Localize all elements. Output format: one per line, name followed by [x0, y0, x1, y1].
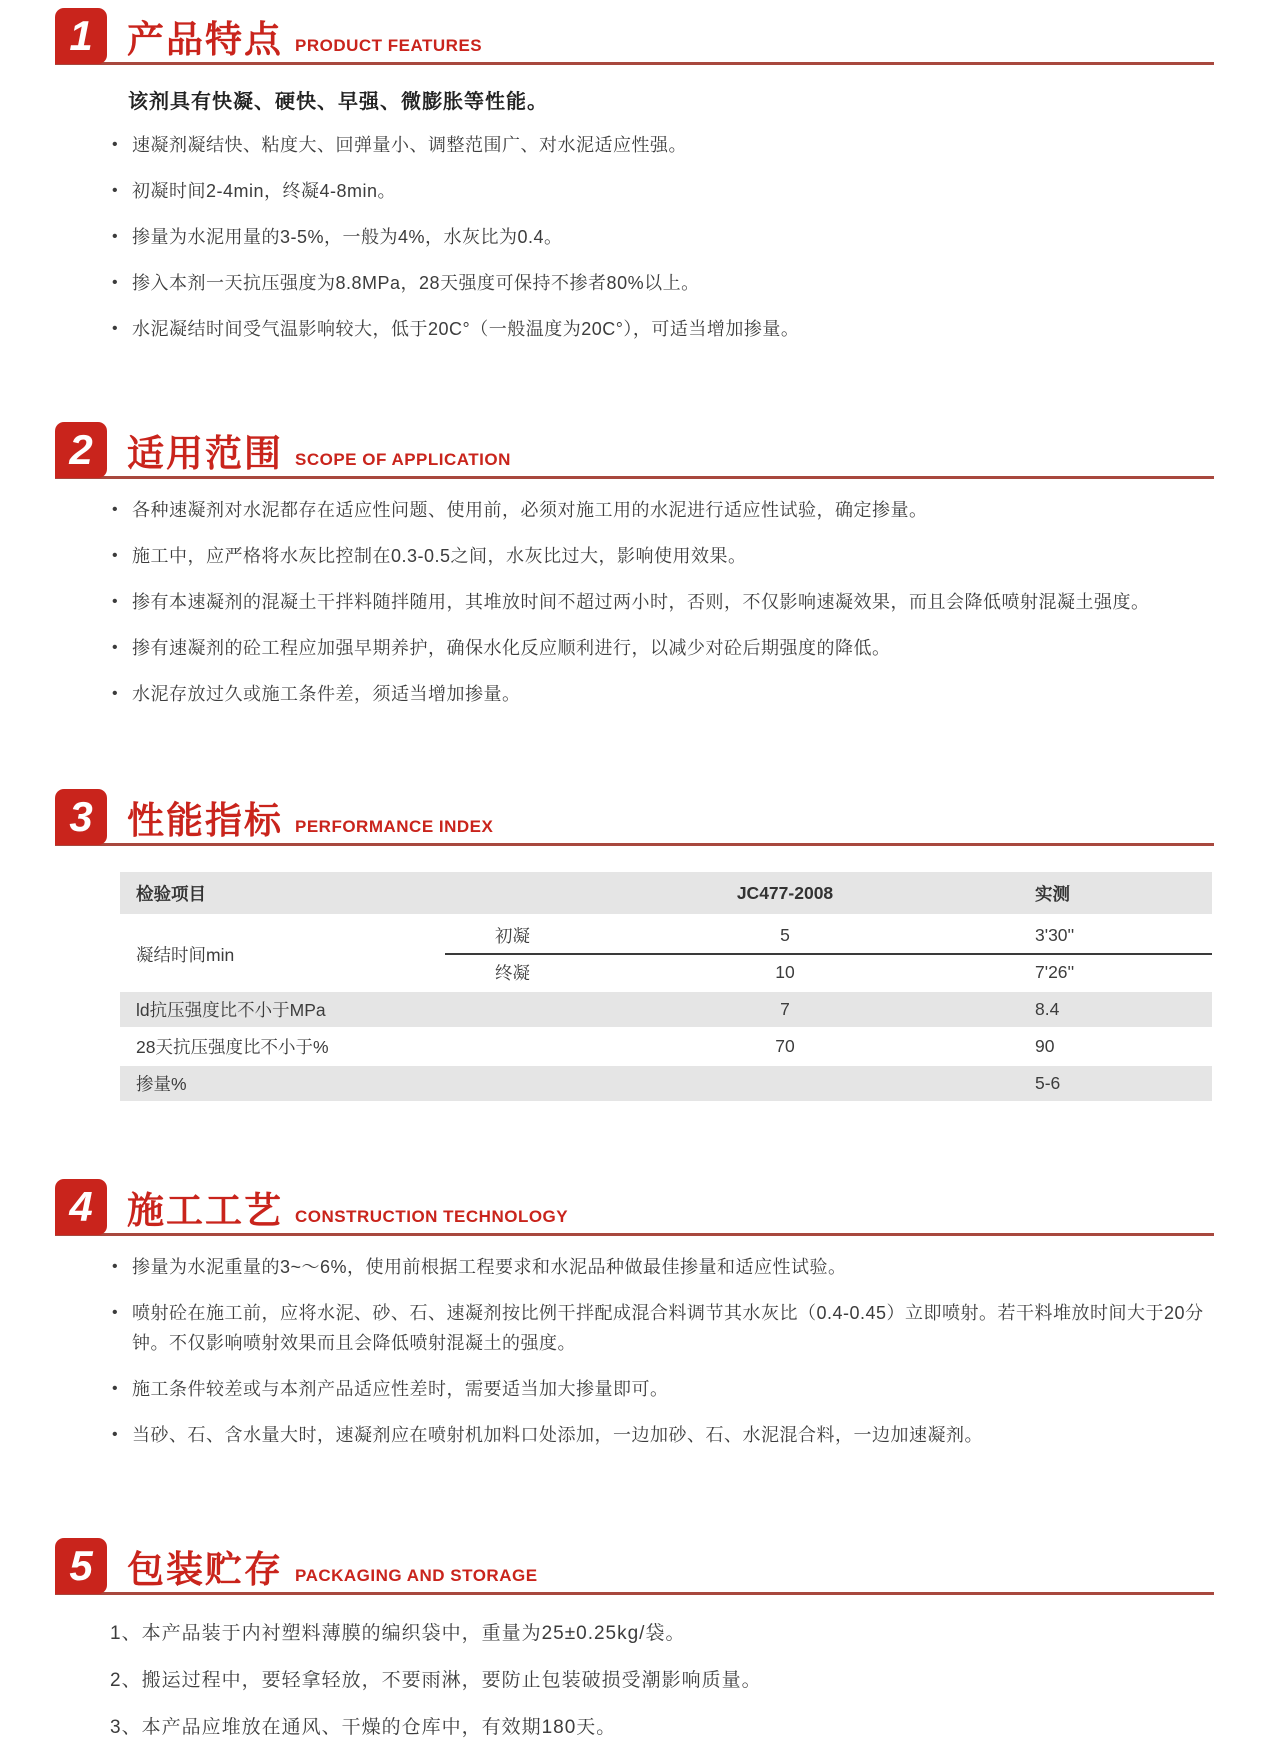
table-cell-standard: 10 — [775, 962, 795, 982]
table-row — [120, 1029, 1212, 1064]
table-header-row — [120, 872, 1212, 914]
table-cell-label: ld抗压强度比不小于MPa — [136, 1000, 326, 1020]
section-5-title-en: PACKAGING AND STORAGE — [295, 1566, 538, 1585]
table-row — [120, 1066, 1212, 1101]
section-4-header — [55, 1179, 1214, 1236]
table-cell-standard: 7 — [780, 999, 790, 1019]
table-row — [120, 992, 1212, 1027]
bullet-item: • 当砂、石、含水量大时，速凝剂应在喷射机加料口处添加，一边加砂、石、水泥混合料，一边加速凝剂。 — [110, 1420, 1210, 1450]
section-3-header — [55, 789, 1214, 846]
bullet-item: • 速凝剂凝结快、粘度大、回弹量小、调整范围广、对水泥适应性强。 — [110, 130, 1210, 160]
table-cell-subname: 终凝 — [495, 963, 530, 983]
section-2-title-cn: 适用范围 — [127, 433, 283, 474]
section-4-title-cn: 施工工艺 — [127, 1190, 283, 1231]
section-2-content — [110, 495, 1210, 709]
numbered-item: 1、本产品装于内衬塑料薄膜的编织袋中，重量为25±0.25kg/袋。 — [110, 1623, 686, 1644]
bullet-item: • 水泥凝结时间受气温影响较大，低于20C°（一般温度为20C°），可适当增加掺量。 — [110, 314, 1210, 344]
section-3-number-badge: 3 — [55, 789, 107, 845]
section-1-number-badge: 1 — [55, 8, 107, 64]
bullet-item: • 施工中，应严格将水灰比控制在0.3-0.5之间，水灰比过大，影响使用效果。 — [110, 541, 1210, 571]
bullet-item: • 水泥存放过久或施工条件差，须适当增加掺量。 — [110, 679, 1210, 709]
section-1-title-cn: 产品特点 — [127, 19, 283, 60]
bullet-item: • 各种速凝剂对水泥都存在适应性问题、使用前，必须对施工用的水泥进行适应性试验，确定掺量。 — [110, 495, 1210, 525]
table-cell-standard: 5 — [780, 925, 790, 945]
table-cell-measured: 7'26'' — [1035, 962, 1075, 982]
bullet-item: • 掺有速凝剂的砼工程应加强早期养护，确保水化反应顺利进行，以减少对砼后期强度的降低。 — [110, 633, 1210, 663]
bullet-item: • 掺入本剂一天抗压强度为8.8MPa，28天强度可保持不掺者80%以上。 — [110, 268, 1210, 298]
table-row — [445, 955, 1212, 990]
section-2-number-badge: 2 — [55, 422, 107, 478]
section-2-header — [55, 422, 1214, 479]
table-cell-measured: 90 — [1035, 1036, 1055, 1056]
section-5-title-cn: 包装贮存 — [127, 1549, 283, 1590]
bullet-item: • 初凝时间2-4min，终凝4-8min。 — [110, 176, 1210, 206]
section-3-title-cn: 性能指标 — [127, 800, 283, 841]
section-4-number-badge: 4 — [55, 1179, 107, 1235]
table-cell-measured: 8.4 — [1035, 999, 1060, 1019]
table-cell-label: 28天抗压强度比不小于% — [136, 1037, 329, 1057]
table-cell-subname: 初凝 — [495, 926, 530, 946]
bullet-item: • 掺量为水泥用量的3-5%，一般为4%，水灰比为0.4。 — [110, 222, 1210, 252]
table-header-standard: JC477-2008 — [736, 882, 834, 903]
numbered-item: 3、本产品应堆放在通风、干燥的仓库中，有效期180天。 — [110, 1717, 617, 1738]
bullet-item: • 施工条件较差或与本剂产品适应性差时，需要适当加大掺量即可。 — [110, 1374, 1210, 1404]
table-group-setting-time — [120, 918, 1212, 990]
table-group-rows — [445, 918, 1212, 990]
table-group-label: 凝结时间min — [136, 944, 235, 965]
bullet-item: • 喷射砼在施工前，应将水泥、砂、石、速凝剂按比例干拌配成混合料调节其水灰比（0.4-0.45）立即喷射。若干料堆放时间大于20分钟。不仅影响喷射效果而且会降低喷射混凝土的强度。 — [110, 1298, 1210, 1358]
numbered-item: 2、搬运过程中，要轻拿轻放，不要雨淋，要防止包装破损受潮影响质量。 — [110, 1670, 762, 1691]
section-1-title-en: PRODUCT FEATURES — [295, 36, 483, 55]
performance-table — [120, 872, 1212, 1101]
section-1-bullet-list — [110, 130, 1210, 344]
table-cell-measured: 3'30'' — [1035, 925, 1075, 945]
section-2-bullet-list — [110, 495, 1210, 709]
section-2-title-en: SCOPE OF APPLICATION — [295, 450, 511, 469]
section-5-item-list — [110, 1617, 1210, 1744]
table-row — [445, 918, 1212, 953]
section-3-title-en: PERFORMANCE INDEX — [295, 817, 494, 836]
section-4-bullet-list — [110, 1252, 1210, 1450]
bullet-item: • 掺有本速凝剂的混凝土干拌料随拌随用，其堆放时间不超过两小时，否则，不仅影响速凝效果，而且会降低喷射混凝土强度。 — [110, 587, 1210, 617]
table-header-measured: 实测 — [1035, 883, 1070, 904]
table-header-item: 检验项目 — [136, 883, 206, 904]
section-5-content — [110, 1617, 1210, 1744]
bullet-item: • 掺量为水泥重量的3~～6%，使用前根据工程要求和水泥品种做最佳掺量和适应性试验。 — [110, 1252, 1210, 1282]
section-4-title-en: CONSTRUCTION TECHNOLOGY — [295, 1207, 569, 1226]
table-cell-measured: 5-6 — [1035, 1073, 1061, 1093]
section-1-content — [110, 85, 1210, 344]
table-cell-label: 掺量% — [136, 1074, 187, 1094]
section-4-content — [110, 1252, 1210, 1450]
table-cell-standard: 70 — [775, 1036, 795, 1056]
section-5-header — [55, 1538, 1214, 1595]
section-5-number-badge: 5 — [55, 1538, 107, 1594]
section-1-intro: 该剂具有快凝、硬快、早强、微膨胀等性能。 — [128, 91, 548, 113]
section-1-header — [55, 8, 1214, 65]
